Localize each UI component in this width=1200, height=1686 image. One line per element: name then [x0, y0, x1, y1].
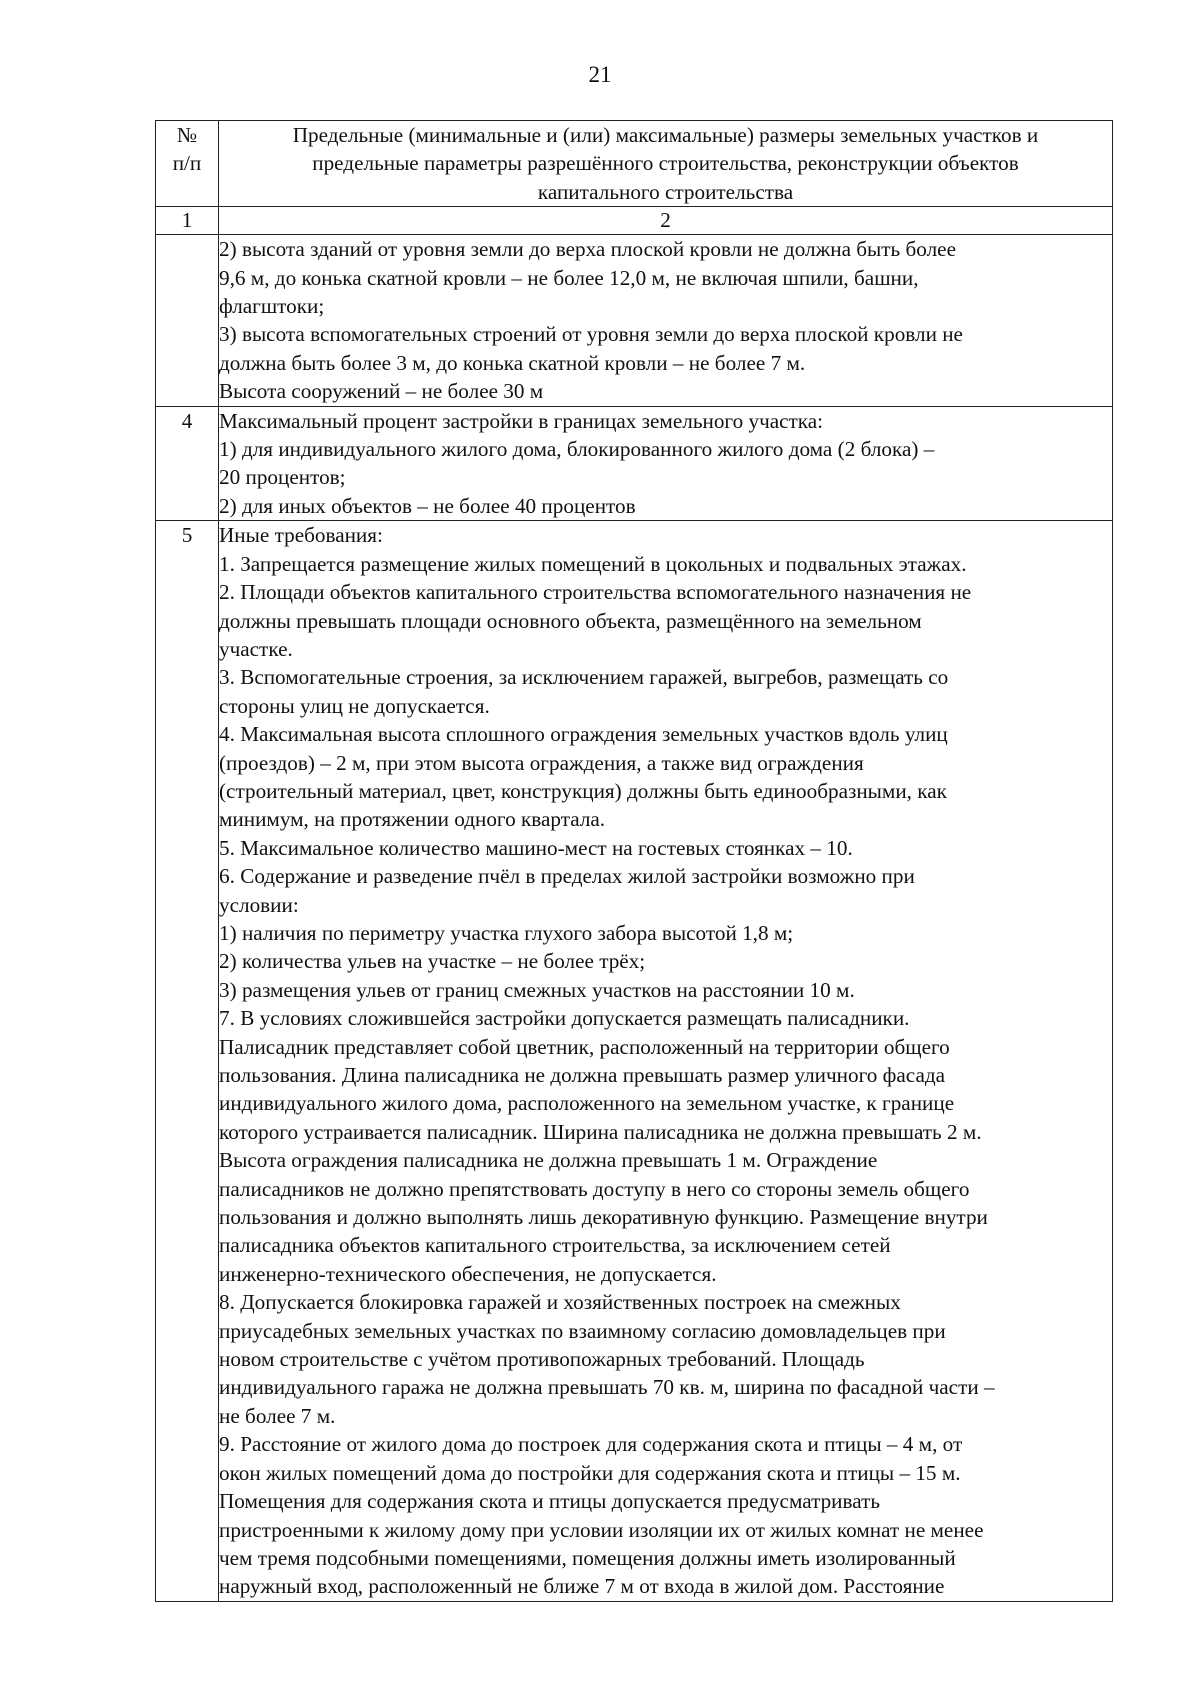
- row-text-line: 8. Допускается блокировка гаражей и хозяйственных построек на смежных: [219, 1290, 901, 1315]
- row-text-line: пользования. Длина палисадника не должна превышать размер уличного фасада: [219, 1063, 946, 1087]
- row-text-line: 20 процентов;: [219, 465, 346, 490]
- row-content-cell: [219, 406, 1113, 521]
- row-text-line: индивидуального жилого дома, расположенного на земельном участке, к границе: [219, 1091, 955, 1116]
- row-text-line: новом строительстве с учётом противопожарных требований. Площадь: [219, 1347, 865, 1372]
- row-number-cell: 5: [156, 521, 219, 1601]
- row-text-line: 3. Вспомогательные строения, за исключением гаражей, выгребов, размещать со: [219, 665, 949, 690]
- row-text-line: 9. Расстояние от жилого дома до построек для содержания скота и птицы – 4 м, от: [219, 1432, 963, 1457]
- header-number-cell: [156, 121, 219, 207]
- row-text-line: окон жилых помещений дома до постройки для содержания скота и птицы – 15 м.: [219, 1460, 961, 1485]
- header-number-line: п/п: [172, 151, 202, 176]
- row-text-line: 1. Запрещается размещение жилых помещений в цокольных и подвальных этажах.: [219, 551, 967, 576]
- row-text-line: пользования и должно выполнять лишь декоративную функцию. Размещение внутри: [219, 1205, 988, 1230]
- row-text-line: 7. В условиях сложившейся застройки допускается размещать палисадники.: [219, 1006, 910, 1031]
- row-text-line: 2) для иных объектов – не более 40 процентов: [219, 493, 636, 518]
- row-text-line: стороны улиц не допускается.: [219, 693, 490, 718]
- row-text-line: 5. Максимальное количество машино-мест на гостевых стоянках – 10.: [219, 835, 853, 860]
- column-number-2: 2: [219, 207, 1113, 235]
- row-text-line: 2) высота зданий от уровня земли до верха плоской кровли не должна быть более: [219, 237, 956, 262]
- table-row: [156, 521, 1113, 1601]
- header-number-line: №: [176, 123, 198, 147]
- row-text-line: 9,6 м, до конька скатной кровли – не более 12,0 м, не включая шпили, башни,: [219, 265, 919, 290]
- row-text-line: должны превышать площади основного объекта, размещённого на земельном: [219, 608, 922, 633]
- row-text-line: 2. Площади объектов капитального строительства вспомогательного назначения не: [219, 580, 972, 605]
- row-text-line: наружный вход, расположенный не ближе 7 м от входа в жилой дом. Расстояние: [219, 1574, 945, 1599]
- row-text-line: Помещения для содержания скота и птицы допускается предусматривать: [219, 1489, 881, 1514]
- table-row: [156, 235, 1113, 406]
- row-text-line: флагштоки;: [219, 294, 325, 319]
- row-text-line: минимум, на протяжении одного квартала.: [219, 807, 606, 832]
- row-text-line: инженерно-технического обеспечения, не допускается.: [219, 1261, 717, 1286]
- header-title-line: предельные параметры разрешённого строительства, реконструкции объектов: [312, 151, 1019, 176]
- row-content-cell: [219, 235, 1113, 406]
- row-text-line: (проездов) – 2 м, при этом высота ограждения, а также вид ограждения: [219, 750, 864, 775]
- row-text-line: Высота сооружений – не более 30 м: [219, 379, 544, 404]
- row-text-line: пристроенными к жилому дому при условии изоляции их от жилых комнат не менее: [219, 1517, 984, 1542]
- header-title-cell: [219, 121, 1113, 207]
- row-text-line: 1) наличия по периметру участка глухого забора высотой 1,8 м;: [219, 920, 794, 945]
- table-header-row: [156, 121, 1113, 207]
- row-text-line: Палисадник представляет собой цветник, расположенный на территории общего: [219, 1034, 950, 1059]
- row-text-line: (строительный материал, цвет, конструкция) должны быть единообразными, как: [219, 778, 947, 803]
- row-text-line: 3) высота вспомогательных строений от уровня земли до верха плоской кровли не: [219, 322, 963, 347]
- row-content-cell: [219, 521, 1113, 1601]
- column-number-1: 1: [156, 207, 219, 235]
- row-text-line: 4. Максимальная высота сплошного ограждения земельных участков вдоль улиц: [219, 722, 948, 747]
- row-text-line: 6. Содержание и разведение пчёл в пределах жилой застройки возможно при: [219, 864, 915, 889]
- row-number-cell: [156, 235, 219, 406]
- row-text-line: приусадебных земельных участках по взаимному согласию домовладельцев при: [219, 1318, 946, 1343]
- row-text-line: участке.: [219, 636, 293, 661]
- row-text-line: чем тремя подсобными помещениями, помещения должны иметь изолированный: [219, 1545, 956, 1570]
- row-text-line: условии:: [219, 892, 299, 917]
- row-number-cell: 4: [156, 406, 219, 521]
- row-text-line: 3) размещения ульев от границ смежных участков на расстоянии 10 м.: [219, 977, 855, 1002]
- row-text-line: палисадников не должно препятствовать доступу в него со стороны земель общего: [219, 1176, 970, 1201]
- row-text-line: 1) для индивидуального жилого дома, блокированного жилого дома (2 блока) –: [219, 437, 935, 462]
- row-text-line: Максимальный процент застройки в границах земельного участка:: [219, 408, 824, 433]
- header-title-line: капитального строительства: [537, 179, 794, 204]
- row-text-line: индивидуального гаража не должна превышать 70 кв. м, ширина по фасадной части –: [219, 1375, 995, 1400]
- row-text-line: Высота ограждения палисадника не должна превышать 1 м. Ограждение: [219, 1148, 878, 1173]
- header-title-line: Предельные (минимальные и (или) максимальные) размеры земельных участков и: [292, 123, 1039, 147]
- row-text-line: Иные требования:: [219, 523, 383, 548]
- row-text-line: которого устраивается палисадник. Ширина палисадника не должна превышать 2 м.: [219, 1119, 982, 1144]
- row-text-line: палисадника объектов капитального строительства, за исключением сетей: [219, 1233, 891, 1258]
- page-number: 21: [588, 62, 612, 87]
- row-text-line: не более 7 м.: [219, 1403, 336, 1428]
- requirements-table: [155, 120, 1113, 1602]
- table-row: [156, 406, 1113, 521]
- row-text-line: должна быть более 3 м, до конька скатной кровли – не более 7 м.: [219, 350, 806, 375]
- row-text-line: 2) количества ульев на участке – не более трёх;: [219, 949, 646, 974]
- column-numbers-row: [156, 207, 1113, 235]
